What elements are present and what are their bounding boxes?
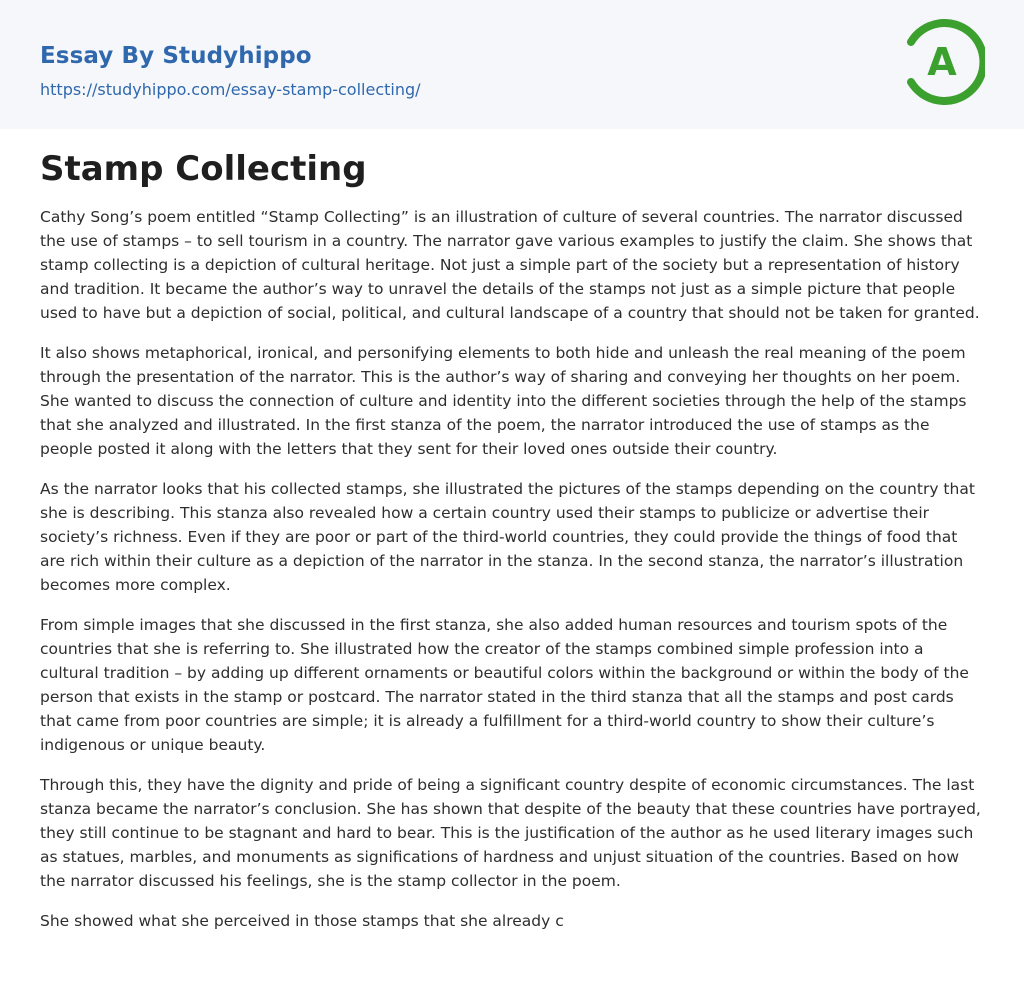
- studyhippo-logo[interactable]: [899, 19, 985, 105]
- site-brand[interactable]: Essay By Studyhippo: [40, 43, 312, 69]
- article-paragraph-4: From simple images that she discussed in the first stanza, she also added human resources and tourism spots of the countries that she is referring to. She illustrated how the creator of the stamps combined simple profession into a cultural tradition – by adding up different ornaments or beautiful colors within the background or within the body of the person that exists in the stamp or postcard. The narrator stated in the third stanza that all the stamps and post cards that came from poor countries are simple; it is already a fulfillment for a third-world country to show their culture’s indigenous or unique beauty.: [40, 616, 969, 754]
- logo-letter-icon: A: [927, 40, 957, 84]
- essay-url-link[interactable]: https://studyhippo.com/essay-stamp-collecting/: [40, 80, 421, 99]
- article: [0, 147, 1024, 933]
- article-paragraph-5: Through this, they have the dignity and pride of being a significant country despite of economic circumstances. The last stanza became the narrator’s conclusion. She has shown that despite of the beauty that these countries have portrayed, they still continue to be stagnant and hard to bear. This is the justification of the author as he used literary images such as statues, marbles, and monuments as significations of hardness and unjust situation of the countries. Based on how the narrator discussed his feelings, she is the stamp collector in the poem.: [40, 776, 981, 890]
- site-header: [0, 0, 1024, 129]
- article-title: Stamp Collecting: [40, 149, 367, 189]
- article-paragraph-3: As the narrator looks that his collected stamps, she illustrated the pictures of the stamps depending on the country that she is describing. This stanza also revealed how a certain country used their stamps to publicize or advertise their society’s richness. Even if they are poor or part of the third-world countries, they could provide the things of food that are rich within their culture as a depiction of the narrator in the stanza. In the second stanza, the narrator’s illustration becomes more complex.: [40, 480, 975, 594]
- article-paragraph-6: She showed what she perceived in those stamps that she already c: [40, 912, 564, 930]
- article-paragraph-1: Cathy Song’s poem entitled “Stamp Collecting” is an illustration of culture of several countries. The narrator discussed the use of stamps – to sell tourism in a country. The narrator gave various examples to justify the claim. She shows that stamp collecting is a depiction of cultural heritage. Not just a simple part of the society but a representation of history and tradition. It became the author’s way to unravel the details of the stamps not just as a simple picture that people used to have but a depiction of social, political, and cultural landscape of a country that should not be taken for granted.: [40, 208, 980, 322]
- article-paragraph-2: It also shows metaphorical, ironical, and personifying elements to both hide and unleash the real meaning of the poem through the presentation of the narrator. This is the author’s way of sharing and conveying her thoughts on her poem. She wanted to discuss the connection of culture and identity into the different societies through the help of the stamps that she analyzed and illustrated. In the first stanza of the poem, the narrator introduced the use of stamps as the people posted it along with the letters that they sent for their loved ones outside their country.: [40, 344, 967, 458]
